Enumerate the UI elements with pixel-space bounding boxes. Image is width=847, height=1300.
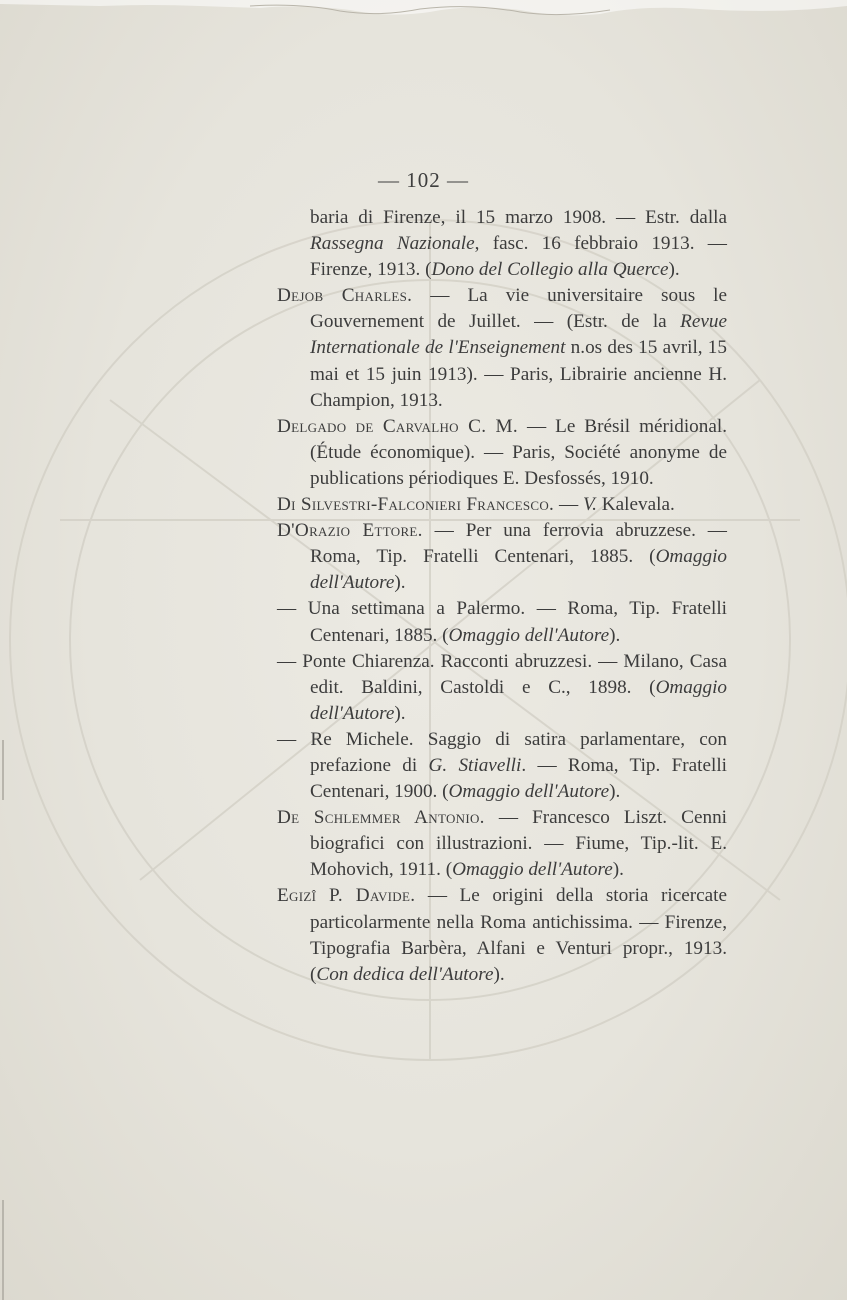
ditto-dash: —: [277, 598, 297, 620]
list-item: Egizî P. Davide. — Le origini della storia ricercate particolarmente nella Roma antichissima. — Firenze, Tipografia Barbèra, Alfani e Venturi propr., 1913. (Con dedica dell'Autore).: [277, 885, 727, 985]
list-item: Di Silvestri-Falconieri Francesco. — V. Kalevala.: [277, 494, 675, 516]
margin-mark: [2, 740, 4, 800]
list-item: baria di Firenze, il 15 marzo 1908. — Estr. dalla Rassegna Nazionale, fasc. 16 febbraio 1913. — Firenze, 1913. (Dono del Collegio alla Querce).: [310, 207, 727, 281]
entry-author: Dejob Charles.: [277, 285, 413, 307]
list-item: — Una settimana a Palermo. — Roma, Tip. Fratelli Centenari, 1885. (Omaggio dell'Autore).: [277, 598, 727, 646]
list-item: Delgado de Carvalho C. M. — Le Brésil méridional. (Étude économique). — Paris, Société anonyme de publications périodiques E. Desfossés, 1910.: [277, 415, 727, 489]
list-item: — Ponte Chiarenza. Racconti abruzzesi. — Milano, Casa edit. Baldini, Castoldi e C., 1898. (Omaggio dell'Autore).: [277, 650, 727, 724]
entry-author: D'Orazio Ettore.: [277, 520, 423, 542]
ditto-dash: —: [277, 728, 297, 750]
entry-author: Delgado de Carvalho C. M.: [277, 415, 519, 437]
margin-mark: [2, 1200, 4, 1300]
entry-author: Di Silvestri-Falconieri Francesco.: [277, 494, 555, 516]
ditto-dash: —: [277, 650, 297, 672]
list-item: — Re Michele. Saggio di satira parlamentare, con prefazione di G. Stiavelli. — Roma, Tip. Fratelli Centenari, 1900. (Omaggio dell'Autore).: [277, 728, 728, 803]
page-number: — 102 —: [378, 168, 469, 192]
list-item: D'Orazio Ettore. — Per una ferrovia abruzzese. — Roma, Tip. Fratelli Centenari, 1885. (Omaggio dell'Autore).: [277, 520, 727, 594]
bibliography-list: [277, 205, 727, 988]
entry-author: De Schlemmer Antonio.: [277, 807, 485, 829]
entry-author: Egizî P. Davide.: [277, 885, 416, 907]
list-item: Dejob Charles. — La vie universitaire sous le Gouvernement de Juillet. — (Estr. de la Revue Internationale de l'Enseignement n.os des 15 avril, 15 mai et 15 juin 1913). — Paris, Librairie ancienne H. Champion, 1913.: [277, 285, 728, 411]
list-item: De Schlemmer Antonio. — Francesco Liszt. Cenni biografici con illustrazioni. — Fiume, Tip.-lit. E. Mohovich, 1911. (Omaggio dell'Autore).: [277, 807, 727, 881]
torn-top-edge: [0, 0, 847, 24]
